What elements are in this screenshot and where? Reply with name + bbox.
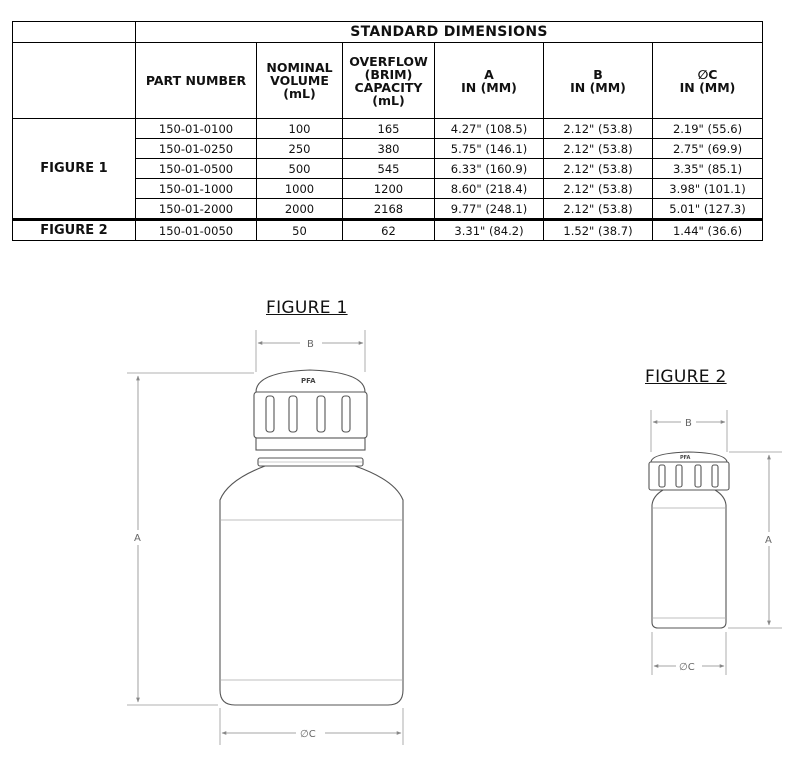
- cell-capacity: 165: [343, 119, 435, 139]
- fig1-dim-b-label: B: [307, 339, 314, 350]
- figure1-label: FIGURE 1: [266, 298, 348, 318]
- bottle-figure2: [649, 410, 782, 675]
- cell-b: 2.12" (53.8): [544, 179, 653, 199]
- cell-a: 9.77" (248.1): [435, 199, 544, 220]
- cell-b: 2.12" (53.8): [544, 139, 653, 159]
- fig2-dim-c-label: ∅C: [679, 662, 695, 673]
- header-overflow-capacity: OVERFLOW (BRIM) CAPACITY (mL): [343, 43, 435, 119]
- cell-volume: 250: [257, 139, 343, 159]
- cell-b: 2.12" (53.8): [544, 119, 653, 139]
- cell-b: 2.12" (53.8): [544, 159, 653, 179]
- figure2-group-cell: FIGURE 2: [13, 220, 136, 241]
- cell-a: 6.33" (160.9): [435, 159, 544, 179]
- cell-part: 150-01-0500: [136, 159, 257, 179]
- cell-capacity: 1200: [343, 179, 435, 199]
- table-title: STANDARD DIMENSIONS: [136, 22, 763, 43]
- figure1-group-cell: FIGURE 1: [13, 119, 136, 220]
- cell-a: 4.27" (108.5): [435, 119, 544, 139]
- fig1-dim-c-label: ∅C: [300, 729, 316, 740]
- cell-part: 150-01-0050: [136, 220, 257, 241]
- cell-part: 150-01-0100: [136, 119, 257, 139]
- cell-c: 1.44" (36.6): [653, 220, 763, 241]
- cell-capacity: 62: [343, 220, 435, 241]
- cell-a: 5.75" (146.1): [435, 139, 544, 159]
- cell-c: 5.01" (127.3): [653, 199, 763, 220]
- figure2-label: FIGURE 2: [645, 367, 727, 387]
- bottle-figure1: [127, 330, 403, 745]
- header-a: A IN (MM): [435, 43, 544, 119]
- cell-b: 2.12" (53.8): [544, 199, 653, 220]
- fig2-cap-logo: PFA: [680, 455, 691, 461]
- cell-volume: 1000: [257, 179, 343, 199]
- cell-volume: 500: [257, 159, 343, 179]
- cell-volume: 100: [257, 119, 343, 139]
- cell-capacity: 2168: [343, 199, 435, 220]
- fig2-dim-b-label: B: [685, 418, 692, 429]
- cell-volume: 50: [257, 220, 343, 241]
- cell-a: 3.31" (84.2): [435, 220, 544, 241]
- header-c: ∅C IN (MM): [653, 43, 763, 119]
- cell-capacity: 545: [343, 159, 435, 179]
- header-nominal-volume: NOMINAL VOLUME (mL): [257, 43, 343, 119]
- cell-b: 1.52" (38.7): [544, 220, 653, 241]
- fig1-cap-logo: PFA: [301, 377, 316, 385]
- cell-a: 8.60" (218.4): [435, 179, 544, 199]
- fig1-dim-a-label: A: [134, 533, 141, 544]
- cell-part: 150-01-1000: [136, 179, 257, 199]
- cell-volume: 2000: [257, 199, 343, 220]
- cell-part: 150-01-2000: [136, 199, 257, 220]
- cell-c: 2.19" (55.6): [653, 119, 763, 139]
- cell-part: 150-01-0250: [136, 139, 257, 159]
- cell-c: 2.75" (69.9): [653, 139, 763, 159]
- cell-c: 3.35" (85.1): [653, 159, 763, 179]
- header-part-number: PART NUMBER: [136, 43, 257, 119]
- fig2-dim-a-label: A: [765, 535, 772, 546]
- cell-c: 3.98" (101.1): [653, 179, 763, 199]
- header-b: B IN (MM): [544, 43, 653, 119]
- cell-capacity: 380: [343, 139, 435, 159]
